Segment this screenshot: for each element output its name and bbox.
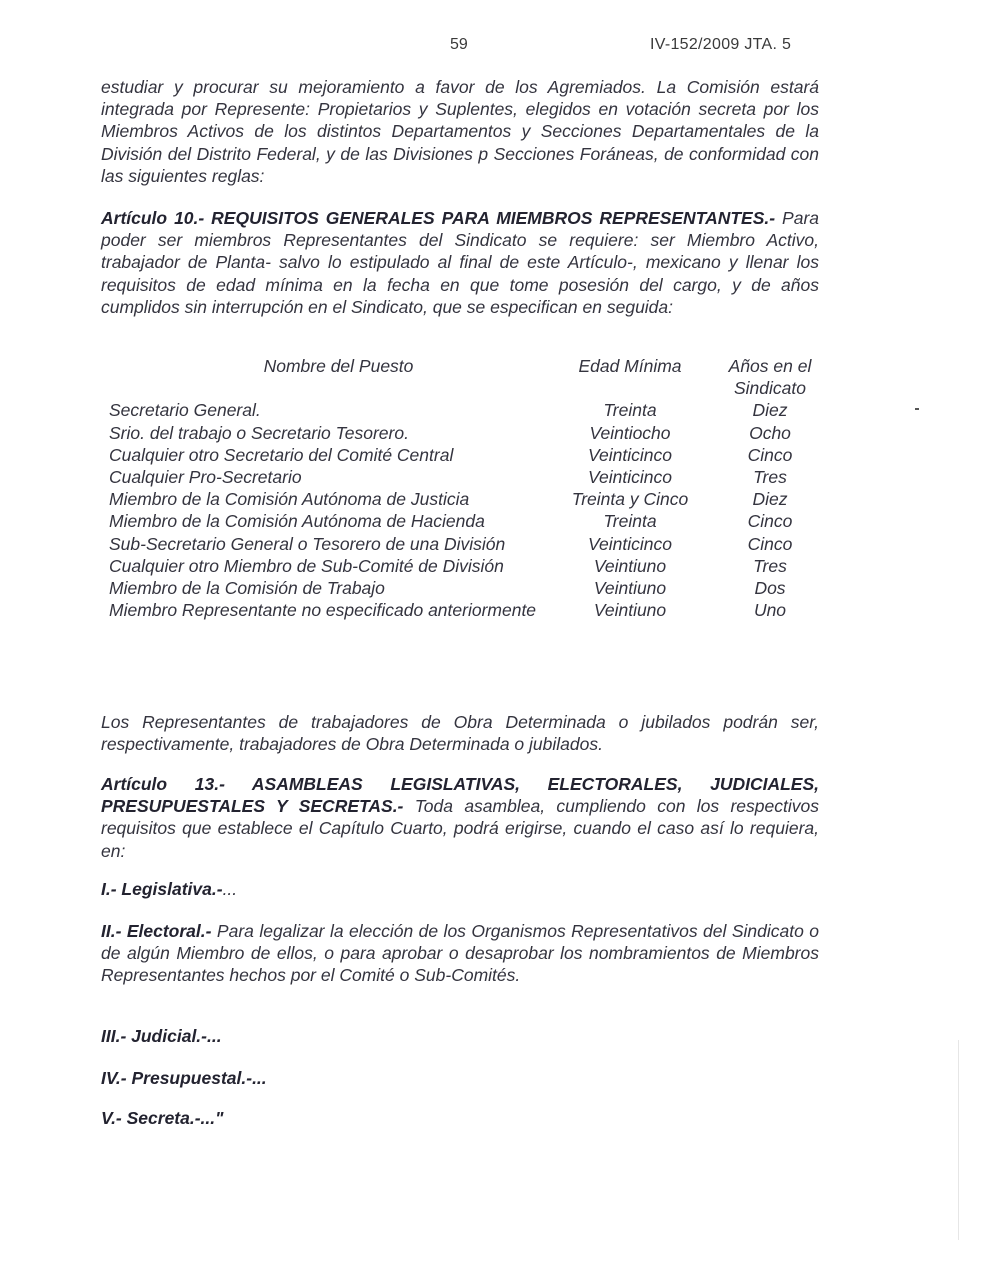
- min-age-cell: Treinta: [603, 400, 657, 421]
- article-13-heading: Artículo 13.- ASAMBLEAS LEGISLATIVAS, ELECTORALES, JUDICIALES, PRESUPUESTALES Y SECRETAS.-: [101, 774, 819, 817]
- min-age-cell: Veinticinco: [588, 467, 672, 488]
- min-age-cell: Treinta: [603, 511, 657, 532]
- article-10-paragraph: [101, 207, 819, 318]
- years-cell: Cinco: [747, 511, 793, 532]
- item-electoral: [101, 920, 819, 987]
- position-name-cell: Cualquier otro Secretario del Comité Central: [109, 444, 454, 465]
- article-13-body: Toda asamblea, cumpliendo con los respectivos requisitos que establece el Capítulo Cuarto, podrá erigirse, cuando el caso así lo requiera, en:: [101, 796, 819, 861]
- header-min-age: Edad Mínima: [578, 356, 682, 376]
- min-age-cell: Veintiuno: [593, 600, 667, 621]
- item-iii-label: III.- Judicial.-...: [101, 1026, 222, 1046]
- item-iv-label: IV.- Presupuestal.-...: [101, 1068, 267, 1088]
- position-name-cell: Secretario General.: [109, 400, 261, 421]
- document-reference: IV-152/2009 JTA. 5: [650, 36, 792, 53]
- item-legislativa: [101, 879, 237, 900]
- item-presupuestal: [101, 1068, 267, 1089]
- position-name-cell: Miembro de la Comisión Autónoma de Hacienda: [109, 511, 485, 532]
- position-name-cell: Miembro de la Comisión de Trabajo: [109, 578, 385, 599]
- intro-paragraph: estudiar y procurar su mejoramiento a favor de los Agremiados. La Comisión estará integrada por Represente: Propietarios y Suplentes, elegidos en votación secreta por los Miembros Activos de los distintos Departamentos y Secciones Departamentales de la División del Distrito Federal, y de las Divisiones p Secciones Foráneas, de conformidad con las siguientes reglas:: [101, 77, 819, 186]
- years-cell: Uno: [753, 600, 787, 621]
- years-cell: Cinco: [747, 533, 793, 554]
- position-name-cell: Miembro de la Comisión Autónoma de Justicia: [109, 489, 470, 510]
- table-row: [101, 488, 836, 510]
- table-header-row: [101, 355, 836, 399]
- page-number: 59: [450, 36, 468, 53]
- header-position-name: Nombre del Puesto: [263, 356, 414, 376]
- years-cell: Cinco: [747, 444, 793, 465]
- table-row: [101, 466, 836, 488]
- min-age-cell: Treinta y Cinco: [571, 489, 689, 510]
- position-name-cell: Cualquier otro Miembro de Sub-Comité de División: [109, 555, 504, 576]
- min-age-cell: Veinticinco: [588, 533, 672, 554]
- item-ii-label: II.- Electoral.-: [101, 921, 212, 941]
- position-name-cell: Miembro Representante no especificado anteriormente: [109, 600, 537, 621]
- article-10-body: Para poder ser miembros Representantes del Sindicato se requiere: ser Miembro Activo, trabajador de Planta- salvo lo estipulado al final de este Artículo-, mexicano y llenar los requisitos de edad mínima en la fecha en que tome posesión del cargo, y de años cumplidos sin interrupción en el Sindicato, que se especifican en seguida:: [101, 208, 820, 317]
- table-row: [101, 422, 836, 444]
- item-judicial: [101, 1026, 222, 1047]
- scan-edge-line: [958, 1040, 959, 1240]
- min-age-cell: Veintiocho: [589, 422, 671, 443]
- requirements-table: [101, 355, 836, 621]
- item-ii-body: Para legalizar la elección de los Organismos Representativos del Sindicato o de algún Miembro de ellos, o para aprobar o desaprobar los nombramientos de Miembros Representantes hechos por el Comité o Sub-Comités.: [101, 921, 819, 986]
- article-10-heading: Artículo 10.- REQUISITOS GENERALES PARA MIEMBROS REPRESENTANTES.-: [101, 208, 776, 228]
- table-row: [101, 444, 836, 466]
- years-cell: Dos: [754, 578, 786, 599]
- position-name-cell: Sub-Secretario General o Tesorero de una División: [109, 533, 506, 554]
- years-cell: Tres: [753, 467, 787, 488]
- min-age-cell: Veintiuno: [593, 555, 667, 576]
- item-i-ellipsis: ...: [222, 879, 238, 899]
- years-cell: Tres: [753, 555, 787, 576]
- min-age-cell: Veinticinco: [588, 444, 672, 465]
- item-secreta: [101, 1108, 223, 1129]
- min-age-cell: Veintiuno: [593, 578, 667, 599]
- item-v-label: V.- Secreta.-...": [101, 1108, 224, 1128]
- header-years-union: Años en el Sindicato: [728, 356, 812, 399]
- table-row: [101, 577, 836, 599]
- article-13-paragraph: [101, 773, 819, 862]
- years-cell: Ocho: [749, 422, 791, 443]
- after-table-paragraph: Los Representantes de trabajadores de Obra Determinada o jubilados podrán ser, respectivamente, trabajadores de Obra Determinada o jubilados.: [101, 712, 819, 755]
- scan-mark: [915, 408, 919, 410]
- years-cell: Diez: [752, 489, 788, 510]
- position-name-cell: Cualquier Pro-Secretario: [109, 467, 302, 488]
- table-row: [101, 510, 836, 532]
- table-body: [101, 399, 836, 621]
- table-row: [101, 533, 836, 555]
- table-row: [101, 399, 836, 421]
- item-i-label: I.- Legislativa.-: [101, 879, 223, 899]
- table-row: [101, 599, 836, 621]
- years-cell: Diez: [752, 400, 788, 421]
- table-row: [101, 555, 836, 577]
- position-name-cell: Srio. del trabajo o Secretario Tesorero.: [109, 422, 409, 443]
